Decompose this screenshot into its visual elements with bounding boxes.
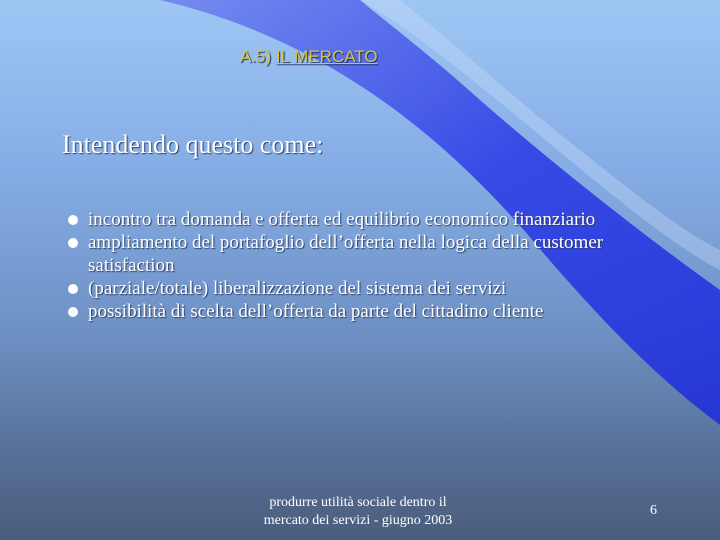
- bullet-dot-icon: [68, 307, 78, 317]
- slide-title: [240, 47, 378, 67]
- bullet-text: ampliamento del portafoglio dell’offerta nella logica della customer satisfaction: [88, 232, 604, 276]
- bullet-item: [62, 300, 642, 323]
- bullet-dot-icon: [68, 238, 78, 248]
- bullet-item: [62, 208, 642, 231]
- bullet-list: [62, 208, 642, 323]
- bullet-item: [62, 277, 642, 300]
- title-underlined: IL MERCATO: [275, 47, 378, 66]
- footer-line-1: produrre utilità sociale dentro il: [269, 495, 447, 510]
- bullet-text: incontro tra domanda e offerta ed equilibrio economico finanziario: [88, 209, 596, 230]
- section-heading: Intendendo questo come:: [62, 130, 324, 159]
- title-prefix: A.5): [240, 47, 276, 66]
- bullet-text: possibilità di scelta dell’offerta da parte del cittadino cliente: [88, 301, 544, 322]
- bullet-dot-icon: [68, 284, 78, 294]
- footer-line-2: mercato dei servizi - giugno 2003: [263, 513, 453, 528]
- slide-footer: [240, 494, 476, 530]
- page-number: 6: [650, 503, 657, 518]
- bullet-dot-icon: [68, 215, 78, 225]
- bullet-item: [62, 231, 642, 277]
- bullet-text: (parziale/totale) liberalizzazione del sistema dei servizi: [88, 278, 507, 299]
